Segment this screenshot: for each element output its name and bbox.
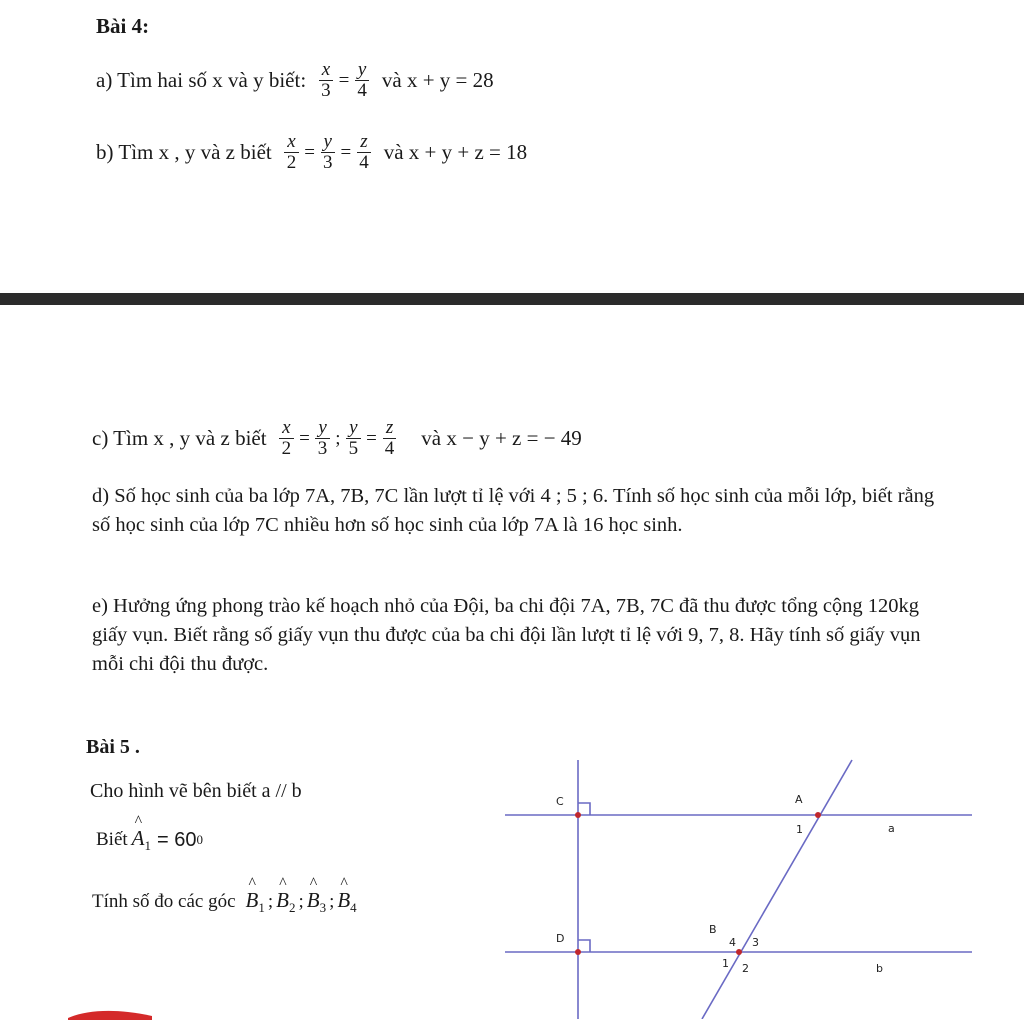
part-b-suffix: và x + y + z = 18	[383, 140, 528, 164]
transversal-ab	[702, 760, 852, 1019]
bai4-part-e: e) Hưởng ứng phong trào kế hoạch nhỏ của Đội, ba chi đội 7A, 7B, 7C đã thu được tổng cộng 120kg giấy vụn. Biết rằng số giấy vụn thu được của ba chi đội lần lượt tỉ lệ với 9, 7, 8. Hãy tính số giấy vụn mỗi chi đội thu được.	[92, 595, 921, 675]
angle-a1: ^ $A_1$	[131, 813, 151, 853]
point-b	[736, 949, 742, 955]
point-d	[575, 949, 581, 955]
part-a-suffix: và x + y = 28	[381, 68, 494, 92]
fraction-x-over-3: $\frac{x}{3}$	[318, 60, 334, 101]
label-b2: 2	[742, 962, 749, 975]
part-b-prefix: b) Tìm x , y và z biết	[96, 140, 272, 164]
label-line-b: b	[876, 962, 883, 975]
fraction-y-over-3: $\frac{y}{3}$	[320, 132, 336, 173]
bai5-given: Cho hình vẽ bên biết a // b	[90, 780, 302, 802]
compute-prefix: Tính số đo các góc	[92, 891, 236, 912]
bai4-title: Bài 4:	[96, 14, 150, 38]
fraction-z-over-4: $\frac{z}{4}$	[384, 417, 395, 459]
label-b4: 4	[729, 936, 736, 949]
fraction-z-over-4: $\frac{z}{4}$	[359, 131, 369, 173]
label-line-a: a	[888, 822, 895, 835]
angle-given-prefix: Biết	[96, 829, 128, 850]
part-c-prefix: c) Tìm x , y và z biết	[92, 426, 267, 450]
angle-b4: ^ $B_4$	[337, 875, 357, 915]
label-b-point: B	[709, 923, 717, 936]
fraction-y-over-3: $\frac{y}{3}$	[315, 418, 331, 459]
bai4-part-a: a) Tìm hai số x và y biết: $\frac{x}{3}$ = $\frac{y}{4}$ và x + y = 28	[96, 59, 494, 101]
fraction-x-over-2: $\frac{x}{2}$	[279, 418, 295, 459]
angle-b2: ^ $B_2$	[276, 875, 296, 915]
angle-b1: ^ $B_1$	[245, 875, 265, 915]
fraction-y-over-5: $\frac{y}{5}$	[346, 418, 362, 459]
fraction-y-over-4: $\frac{y}{4}$	[354, 60, 370, 101]
bai4-part-c: c) Tìm x , y và z biết $\frac{x}{2}$ = $\frac{y}{3}$ ; $\frac{y}{5}$ = $\frac{z}{4}$ và x − y + z = − 49	[92, 417, 582, 459]
label-c: C	[556, 795, 564, 808]
point-c	[575, 812, 581, 818]
fraction-x-over-2: $\frac{x}{2}$	[284, 132, 300, 173]
bai5-title: Bài 5 .	[86, 736, 140, 758]
bai5-compute: Tính số đo các góc ^ $B_1$ ; ^ $B_2$ ; ^ $B_3$ ; ^ $B_4$	[92, 875, 357, 915]
part-c-suffix: và x − y + z = − 49	[421, 426, 582, 450]
angle-degree: 0	[196, 832, 203, 847]
label-b1: 1	[722, 957, 729, 970]
label-a-point: A	[795, 793, 803, 806]
bai4-part-d: d) Số học sinh của ba lớp 7A, 7B, 7C lần lượt tỉ lệ với 4 ; 5 ; 6. Tính số học sinh của mỗi lớp, biết rằng số học sinh của lớp 7C nhiều hơn số học sinh của lớp 7A là 16 học sinh.	[92, 485, 935, 536]
point-a	[815, 812, 821, 818]
bai4-part-b: b) Tìm x , y và z biết $\frac{x}{2}$ = $\frac{y}{3}$ = $\frac{z}{4}$ và x + y + z = 18	[96, 131, 528, 173]
label-b3: 3	[752, 936, 759, 949]
label-a1: 1	[796, 823, 803, 836]
label-d: D	[556, 932, 565, 945]
part-a-prefix: a) Tìm hai số x và y biết:	[96, 68, 307, 92]
angle-b3: ^ $B_3$	[306, 875, 327, 915]
red-pen-mark	[66, 1008, 154, 1020]
angle-value: = 60	[157, 828, 197, 851]
